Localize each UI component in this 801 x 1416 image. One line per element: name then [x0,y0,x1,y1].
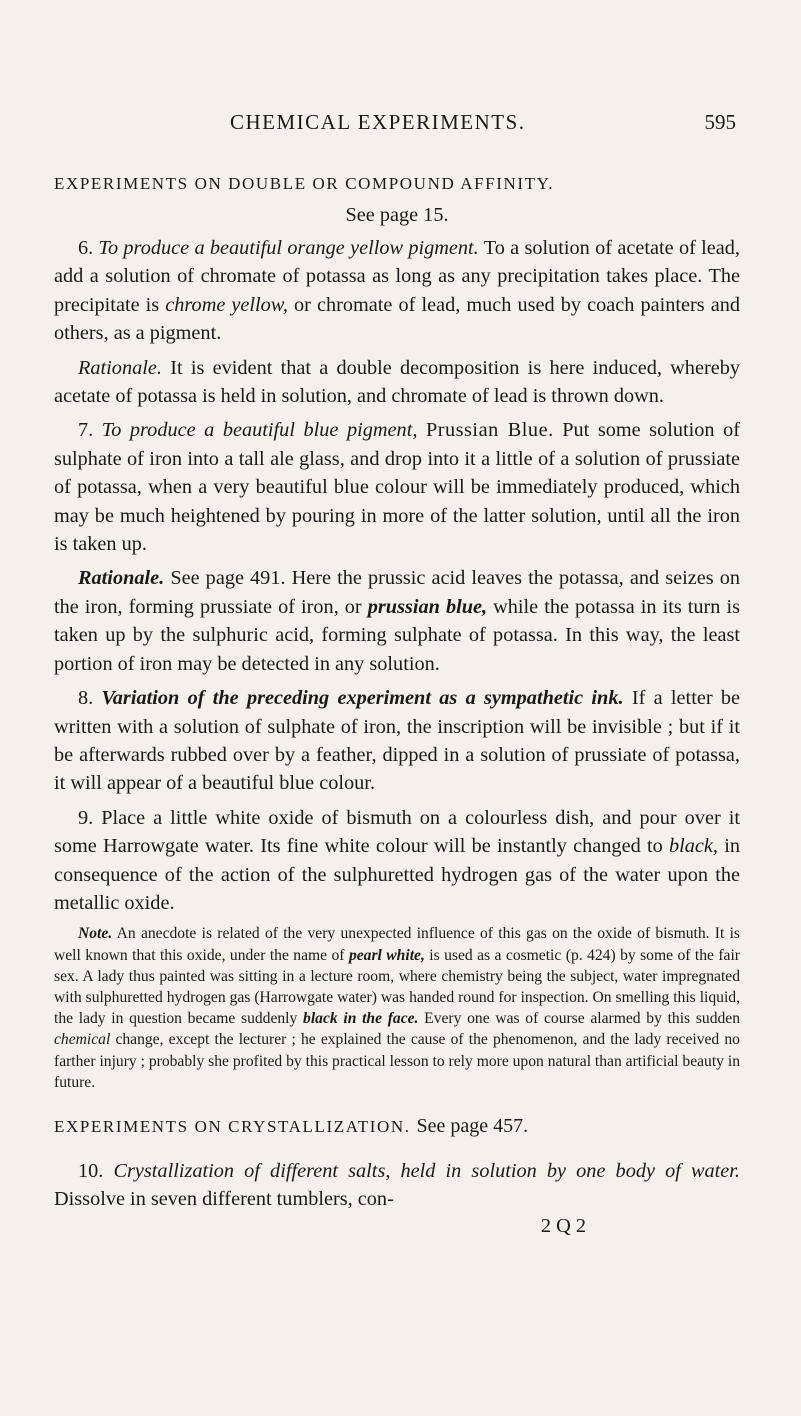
rationale-label: Rationale. [78,567,165,590]
note-text: change, except the lecturer ; he explained the cause of the phenomenon, and the lady received no farther injury ; probably she profited by this practical lesson to rely more upon natural than artificial beauty in future. [54,1031,740,1091]
experiment-number: 10. [78,1159,104,1182]
experiment-text: To a solution of acetate of lead, add a solution of chromate of potassa as long as any precipitation takes place. The precipitate is [54,237,740,316]
term: black in the face. [303,1010,419,1028]
rationale-text: while the potassa in its turn is taken up by the sulphuric acid, forming sulphate of potassa. In this way, the least portion of iron may be detected in any solution. [54,595,741,675]
experiment-number: 6. [78,237,94,259]
experiment-number: 9. [78,806,94,829]
rationale-text: It is evident that a double decomposition is here induced, whereby acetate of potassa is held in solution, and chromate of lead is thrown down. [54,356,740,408]
term: pearl white, [348,946,425,964]
note-text: Every one was of course alarmed by this sudden [424,1010,741,1028]
section-heading-text: EXPERIMENTS ON CRYSTALLIZATION. [54,1116,411,1136]
experiment-10 [54,1157,740,1214]
section-heading-affinity: EXPERIMENTS ON DOUBLE OR COMPOUND AFFINITY. [54,174,555,193]
page-number: 595 [704,110,736,134]
rationale-7 [54,564,740,678]
term: black, [668,835,718,858]
term: chemical [54,1031,111,1049]
term: chrome yellow, [165,293,288,316]
experiment-text: in consequence of the action of the sulphuretted hydrogen gas of the water upon the metallic oxide. [54,835,741,914]
experiment-title: To produce a beautiful orange yellow pigment. [98,237,479,259]
page-body [54,172,740,1258]
experiment-title: Crystallization of different salts, held in solution by one body of water. [113,1159,740,1182]
experiment-8 [54,684,740,798]
running-title: CHEMICAL EXPERIMENTS. [230,110,526,134]
experiment-title: Variation of the preceding experiment as a sympathetic ink. [101,687,624,710]
rationale-text: See page 491. Here the prussic acid leaves the potassa, and seizes on the iron, forming prussiate of iron, or [54,567,740,618]
note-text: is used as a cosmetic (p. 424) by some of the fair sex. A lady thus painted was sitting in a lecture room, where chemistry being the subject, water impregnated with sulphuretted hydrogen gas (Harrowgate water) was handed round for inspection. On smelling this liquid, the lady in question became suddenly [54,946,740,1028]
note-label: Note. [78,925,113,943]
section-heading-crystallization [54,1113,740,1140]
see-page-reference: See page 15. [345,204,449,226]
experiment-title-smallcaps: Prussian Blue. [425,419,554,442]
experiment-text: Place a little white oxide of bismuth on a colourless dish, and pour over it some Harrowgate water. Its fine white colour will be instantly changed to [54,806,740,858]
rationale-6 [54,354,740,411]
experiment-text: or chromate of lead, much used by coach painters and others, as a pigment. [54,293,740,345]
printer-signature: 2 Q 2 [540,1214,586,1237]
experiment-text: Put some solution of sulphate of iron into a tall ale glass, and drop into it a little of a solution of prussiate of potassa, when a very beautiful blue colour will be immediately produced, which may be much heightened by pouring in more of the latter solution, until all the iron is taken up. [54,419,740,556]
note-text: An anecdote is related of the very unexpected influence of this gas on the oxide of bismuth. It is well known that this oxide, under the name of [54,925,740,964]
see-page-reference: See page 457. [416,1114,529,1137]
experiment-9 [54,804,740,918]
experiment-title: To produce a beautiful blue pigment, [101,419,418,442]
experiment-text: If a letter be written with a solution of sulphate of iron, the inscription will be invisible ; but if it be afterwards rubbed over by a feather, dipped in a solution of prussiate of potassa, it will appear of a beautiful blue colour. [54,687,741,795]
experiment-number: 8. [78,687,94,710]
experiment-number: 7. [78,419,94,442]
term: prussian blue, [367,595,488,618]
experiment-7 [54,416,740,558]
footnote [54,923,740,1093]
rationale-label: Rationale. [78,356,162,379]
experiment-6 [54,234,740,348]
experiment-text: Dissolve in seven different tumblers, con- [54,1188,394,1211]
